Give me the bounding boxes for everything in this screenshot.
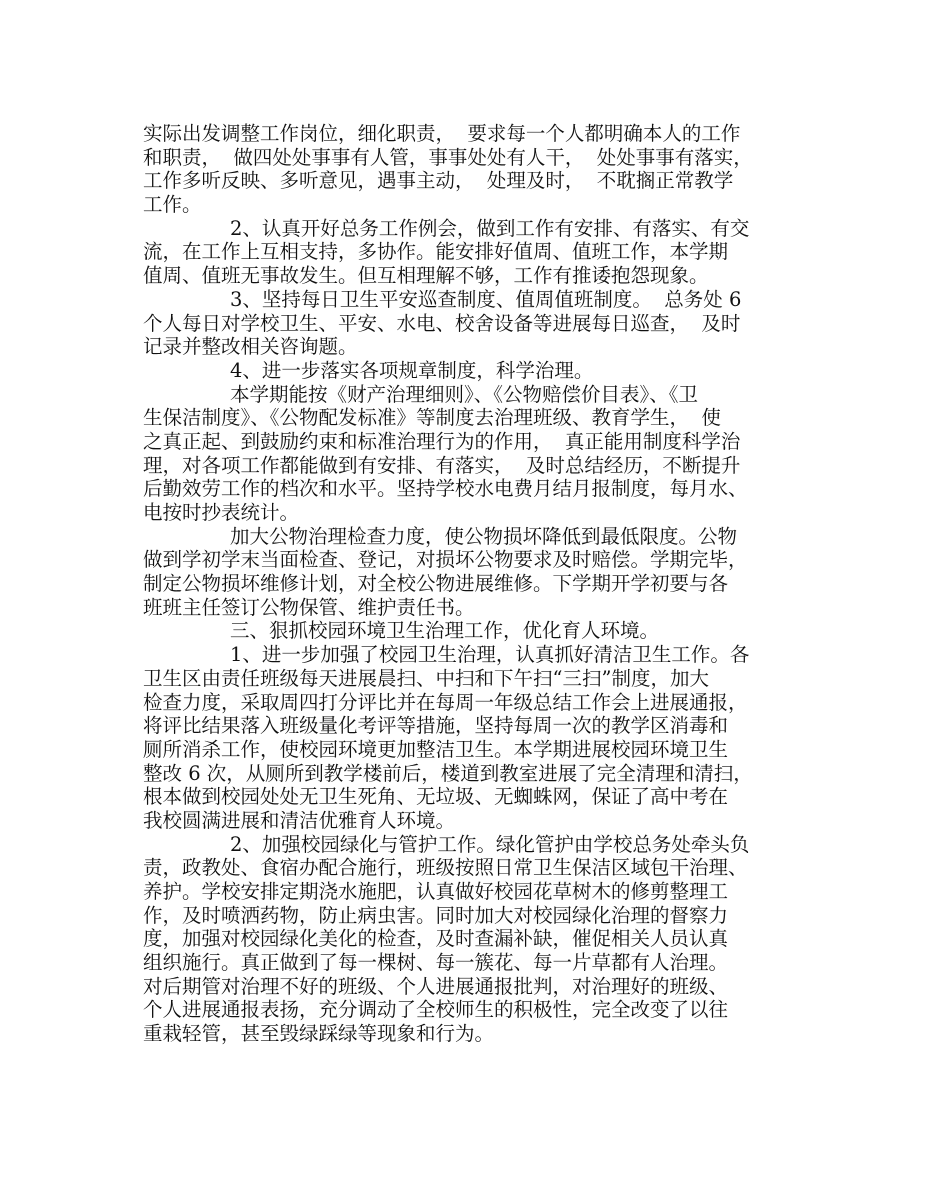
text-line: 3、坚持每日卫生平安巡查制度、值周值班制度。 总务处 6 [230, 287, 742, 311]
text-line: 加大公物治理检查力度，使公物损坏降低到最低限度。公物 [230, 524, 738, 548]
text-line: 本学期能按《财产治理细则》、《公物赔偿价目表》、《卫 [230, 382, 699, 406]
document-body [143, 122, 813, 1046]
text-line: 个人进展通报表扬，充分调动了全校师生的积极性，完全改变了以往 [143, 998, 729, 1022]
text-line: 根本做到校园处处无卫生死角、无垃圾、无蜘蛛网，保证了高中考在 [143, 785, 729, 809]
text-line: 后勤效劳工作的档次和水平。坚持学校水电费月结月报制度，每月水、 [143, 477, 748, 501]
text-line: 电按时抄表统计。 [143, 501, 300, 524]
text-line: 2、认真开好总务工作例会，做到工作有安排、有落实、有交 [230, 216, 750, 240]
text-line: 工作多听反映、多听意见，遇事主动， 处理及时， 不耽搁正常教学 [143, 169, 734, 193]
text-line: 检查力度，采取周四打分评比并在每周一年级总结工作会上进展通报， [143, 690, 748, 714]
text-line: 记录并整改相关咨询题。 [143, 335, 358, 359]
text-line: 对后期管对治理不好的班级、个人进展通报批判，对治理好的班级、 [143, 974, 729, 998]
text-line: 责，政教处、食宿办配合施行，班级按照日常卫生保洁区域包干治理、 [143, 856, 748, 880]
text-line: 流，在工作上互相支持，多协作。能安排好值周、值班工作，本学期 [143, 240, 729, 264]
text-line: 将评比结果落入班级量化考评等措施，坚持每周一次的教学区消毒和 [143, 714, 729, 738]
text-line: 2、加强校园绿化与管护工作。绿化管护由学校总务处牵头负 [230, 832, 750, 856]
text-line: 和职责， 做四处处事事有人管，事事处处有人干， 处处事事有落实， [143, 145, 753, 169]
text-line: 重栽轻管，甚至毁绿踩绿等现象和行为。 [143, 1022, 495, 1046]
text-line: 班班主任签订公物保管、维护责任书。 [143, 595, 475, 619]
text-line: 厕所消杀工作，使校园环境更加整洁卫生。本学期进展校园环境卫生 [143, 737, 729, 761]
text-line: 制定公物损坏维修计划，对全校公物进展维修。下学期开学初要与各 [143, 572, 729, 596]
text-line: 整改 6 次，从厕所到教学楼前后，楼道到教室进展了完全清理和清扫， [143, 761, 753, 785]
text-line: 之真正起、到鼓励约束和标准治理行为的作用， 真正能用制度科学治 [143, 429, 741, 453]
text-line: 生保洁制度》、《公物配发标准》等制度去治理班级、教育学生， 使 [143, 406, 721, 430]
text-line: 个人每日对学校卫生、平安、水电、校舍设备等进展每日巡查， 及时 [143, 311, 741, 335]
text-line: 三、狠抓校园环境卫生治理工作，优化育人环境。 [230, 619, 660, 643]
text-line: 工作。 [143, 193, 202, 217]
text-line: 卫生区由责任班级每天进展晨扫、中扫和下午扫“三扫”制度，加大 [143, 666, 709, 690]
text-line: 养护。学校安排定期浇水施肥，认真做好校园花草树木的修剪整理工 [143, 880, 729, 903]
text-line: 组织施行。真正做到了每一棵树、每一簇花、每一片草都有人治理。 [143, 951, 729, 975]
text-line: 做到学初学末当面检查、登记，对损坏公物要求及时赔偿。学期完毕， [143, 548, 748, 572]
text-line: 4、进一步落实各项规章制度，科学治理。 [230, 358, 594, 382]
text-line: 值周、值班无事故发生。但互相理解不够，工作有推诿抱怨现象。 [143, 264, 709, 288]
text-line: 实际出发调整工作岗位，细化职责， 要求每一个人都明确本人的工作 [143, 122, 741, 145]
text-line: 理，对各项工作都能做到有安排、有落实， 及时总结经历，不断提升 [143, 453, 741, 477]
text-line: 我校圆满进展和清洁优雅育人环境。 [143, 808, 456, 832]
text-line: 度，加强对校园绿化美化的检查，及时查漏补缺，催促相关人员认真 [143, 927, 729, 951]
text-line: 1、进一步加强了校园卫生治理，认真抓好清洁卫生工作。各 [230, 643, 750, 667]
text-line: 作，及时喷洒药物，防止病虫害。同时加大对校园绿化治理的督察力 [143, 903, 729, 927]
